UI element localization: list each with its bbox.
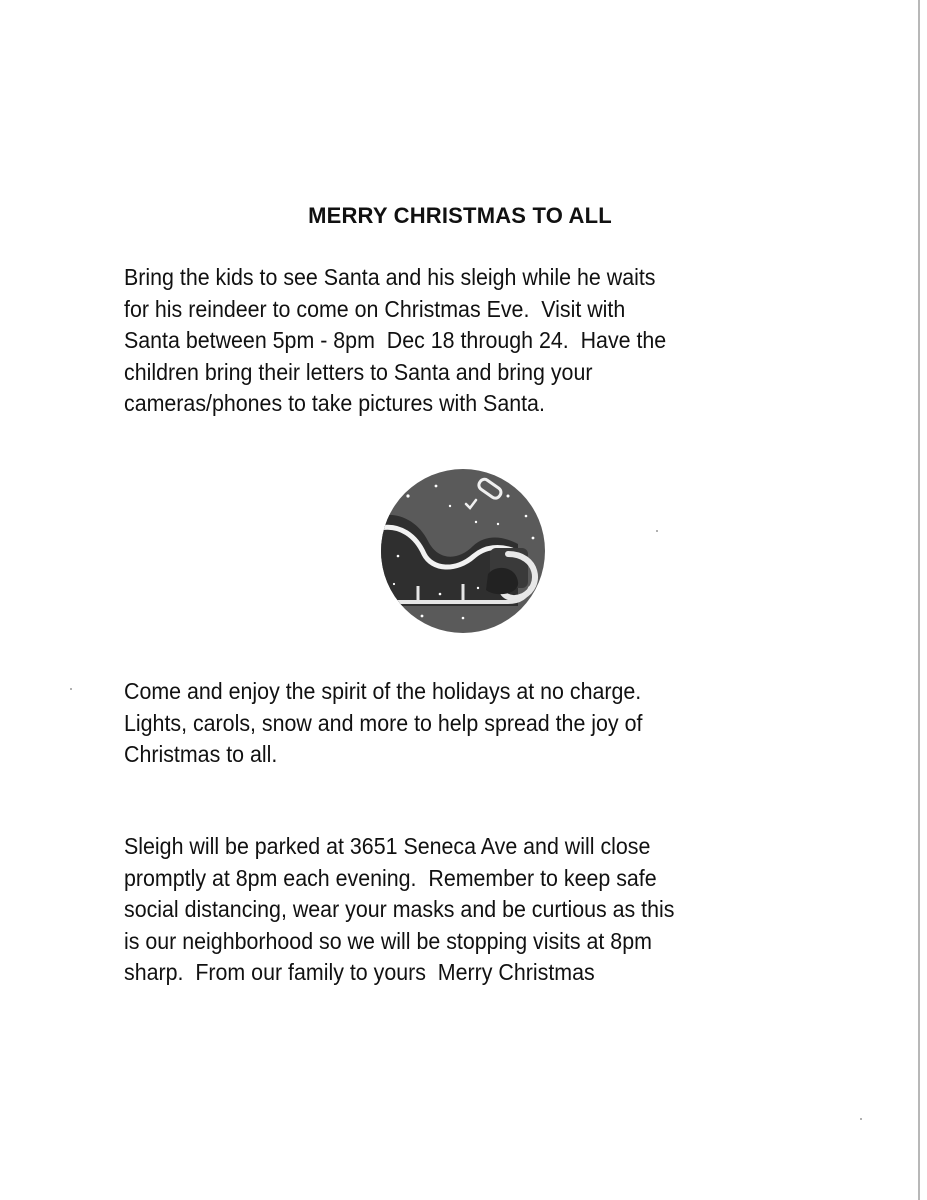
paragraph-line: Come and enjoy the spirit of the holidays at no charge. bbox=[124, 678, 642, 704]
paragraph-line: Lights, carols, snow and more to help spread the joy of bbox=[124, 709, 643, 736]
santa-sleigh-icon bbox=[378, 466, 548, 636]
paragraph-line: for his reindeer to come on Christmas Eve. Visit with bbox=[124, 295, 626, 322]
paragraph-line: sharp. From our family to yours Merry Christmas bbox=[124, 959, 595, 985]
paragraph-line: is our neighborhood so we will be stopping visits at 8pm bbox=[124, 927, 652, 954]
scan-speck bbox=[656, 530, 658, 532]
page-edge bbox=[918, 0, 920, 1200]
page-title: MERRY CHRISTMAS TO ALL bbox=[308, 203, 612, 228]
paragraph-line: Sleigh will be parked at 3651 Seneca Ave and will close bbox=[124, 833, 651, 859]
paragraph-line: children bring their letters to Santa and bring your bbox=[124, 358, 593, 385]
spirit-paragraph bbox=[124, 676, 794, 771]
scan-speck bbox=[70, 688, 72, 690]
location-paragraph bbox=[124, 831, 794, 989]
scan-speck bbox=[860, 1118, 862, 1120]
paragraph-line: social distancing, wear your masks and be curtious as this bbox=[124, 896, 675, 922]
paragraph-line: Christmas to all. bbox=[124, 741, 278, 767]
paragraph-line: Santa between 5pm - 8pm Dec 18 through 24. Have the bbox=[124, 327, 667, 353]
paragraph-line: cameras/phones to take pictures with Santa. bbox=[124, 390, 545, 416]
intro-paragraph bbox=[124, 262, 794, 420]
paragraph-line: Bring the kids to see Santa and his sleigh while he waits bbox=[124, 264, 656, 290]
paragraph-line: promptly at 8pm each evening. Remember to keep safe bbox=[124, 864, 657, 891]
